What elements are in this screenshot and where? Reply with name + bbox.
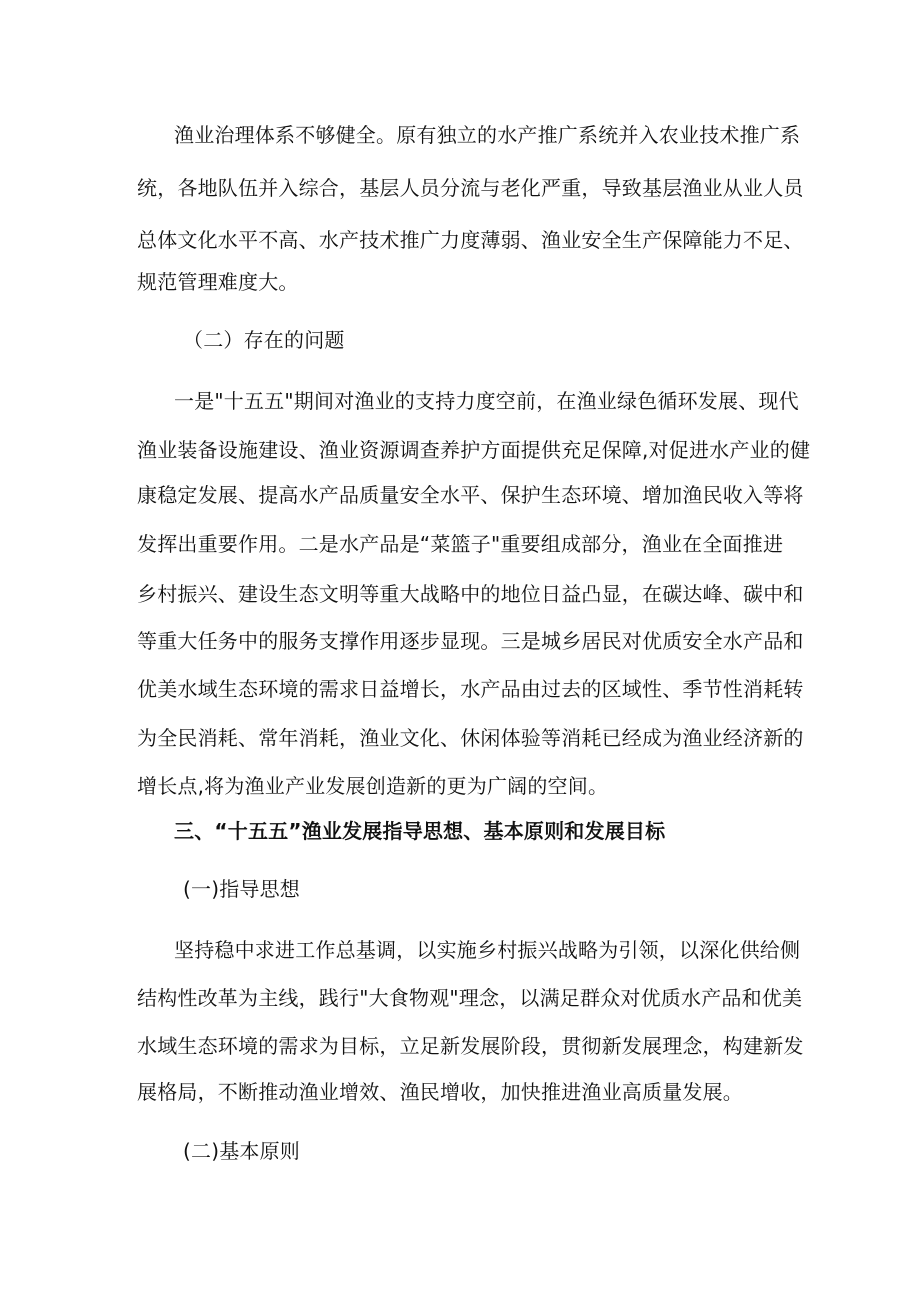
paragraph-line: 为全民消耗、常年消耗，渔业文化、休闲体验等消耗已经成为渔业经济新的 (137, 726, 804, 750)
paragraph-line: 渔业装备设施建设、渔业资源调查养护方面提供充足保障,对促进水产业的健 (137, 438, 811, 462)
paragraph-line: 增长点,将为渔业产业发展创造新的更为广阔的空间。 (137, 774, 609, 798)
section-title-guiding: (一)指导思想 (183, 877, 301, 901)
paragraph-line: 等重大任务中的服务支撑作用逐步显现。三是城乡居民对优质安全水产品和 (137, 629, 804, 653)
paragraph-line: 发挥出重要作用。二是水产品是“菜篮子"重要组成部分，渔业在全面推进 (137, 532, 784, 556)
paragraph-line: 展格局，不断推动渔业增效、渔民增收，加快推进渔业高质量发展。 (137, 1080, 743, 1104)
paragraph-line: 优美水域生态环境的需求日益增长，水产品由过去的区域性、季节性消耗转 (137, 677, 804, 701)
paragraph-line: 结构性改革为主线，践行"大食物观"理念，以满足群众对优质水产品和优美 (137, 986, 803, 1010)
paragraph-line: 乡村振兴、建设生态文明等重大战略中的地位日益凸显，在碳达峰、碳中和 (137, 582, 804, 606)
paragraph-line: 统，各地队伍并入综合，基层人员分流与老化严重，导致基层渔业从业人员 (137, 176, 804, 200)
section-title-problems: （二）存在的问题 (183, 328, 345, 352)
chapter-three-heading: 三、“十五五”渔业发展指导思想、基本原则和发展目标 (174, 819, 666, 843)
section-title-principles: (二)基本原则 (183, 1139, 301, 1163)
paragraph-line: 规范管理难度大。 (137, 270, 299, 294)
paragraph-line: 水域生态环境的需求为目标，立足新发展阶段，贯彻新发展理念，构建新发 (137, 1034, 804, 1058)
paragraph-line: 总体文化水平不高、水产技术推广力度薄弱、渔业安全生产保障能力不足、 (137, 228, 804, 252)
paragraph-line: 渔业治理体系不够健全。原有独立的水产推广系统并入农业技术推广系 (174, 123, 801, 147)
paragraph-line: 坚持稳中求进工作总基调，以实施乡村振兴战略为引领，以深化供给侧 (174, 938, 801, 962)
paragraph-line: 康稳定发展、提高水产品质量安全水平、保护生态环境、增加渔民收入等将 (137, 483, 804, 507)
paragraph-line: 一是"十五五"期间对渔业的支持力度空前，在渔业绿色循环发展、现代 (174, 389, 799, 413)
